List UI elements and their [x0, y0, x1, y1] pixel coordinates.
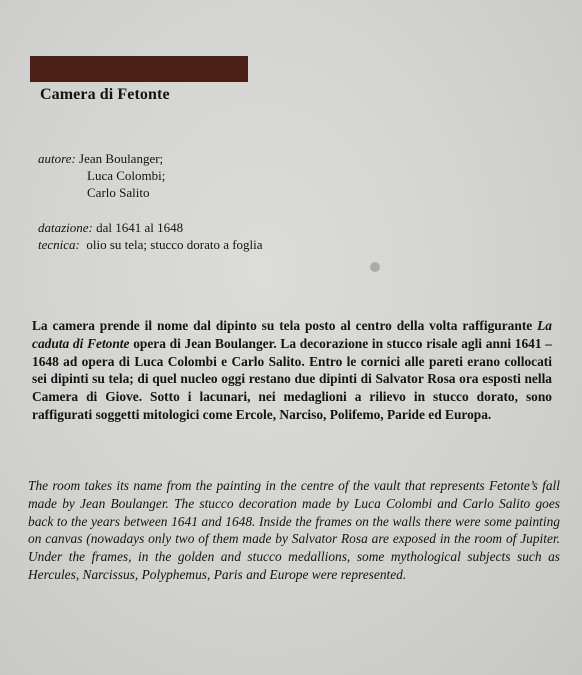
- italian-text-part2: opera di Jean Boulanger. La decorazione in stucco risale agli anni 1641 – 1648 ad opera di Luca Colombi e Carlo Salito. Entro le cornici alle pareti erano collocati sei dipinti su tela; di quel nucleo oggi restano due dipinti di Salvator Rosa ora esposti nella Camera di Giove. Sotto i lacunari, nei medaglioni a rilievo in stucco dorato, sono raffigurati soggetti mitologici come Ercole, Narciso, Polifemo, Paride ed Europa.: [32, 335, 552, 422]
- italian-description: [32, 317, 552, 424]
- english-description: The room takes its name from the painting in the centre of the vault that represents Fetonte’s fall made by Jean Boulanger. The stucco decoration made by Luca Colombi and Carlo Salito goes back to the years between 1641 and 1648. Inside the frames on the walls there were some painting on canvas (nowadays only two of them made by Salvator Rosa are exposed in the room of Jupiter. Under the frames, in the golden and stucco medallions, some mythological subjects such as Hercules, Narcissus, Polyphemus, Paris and Europe were represented.: [28, 478, 560, 582]
- authors-block: [38, 150, 165, 201]
- date-line: [38, 219, 263, 236]
- date-value: dal 1641 al 1648: [96, 220, 184, 235]
- author-name-3: Carlo Salito: [87, 185, 150, 200]
- date-label: datazione:: [38, 220, 93, 235]
- author-name-2: Luca Colombi;: [87, 168, 166, 183]
- author-line-1: [38, 150, 165, 167]
- dating-block: [38, 219, 263, 253]
- technique-value: olio su tela; stucco dorato a foglia: [86, 237, 263, 252]
- author-name-1: Jean Boulanger;: [79, 151, 164, 166]
- italian-text-part1: La camera prende il nome dal dipinto su tela posto al centro della volta raffigurante: [32, 318, 538, 333]
- author-label: autore:: [38, 151, 76, 166]
- wall-mark: [370, 262, 380, 272]
- technique-line: [38, 236, 263, 253]
- italian-work-title: La caduta di Fetonte: [32, 318, 552, 351]
- technique-label: tecnica:: [38, 237, 80, 252]
- page-title: Camera di Fetonte: [40, 86, 170, 103]
- title-color-bar: [30, 56, 248, 82]
